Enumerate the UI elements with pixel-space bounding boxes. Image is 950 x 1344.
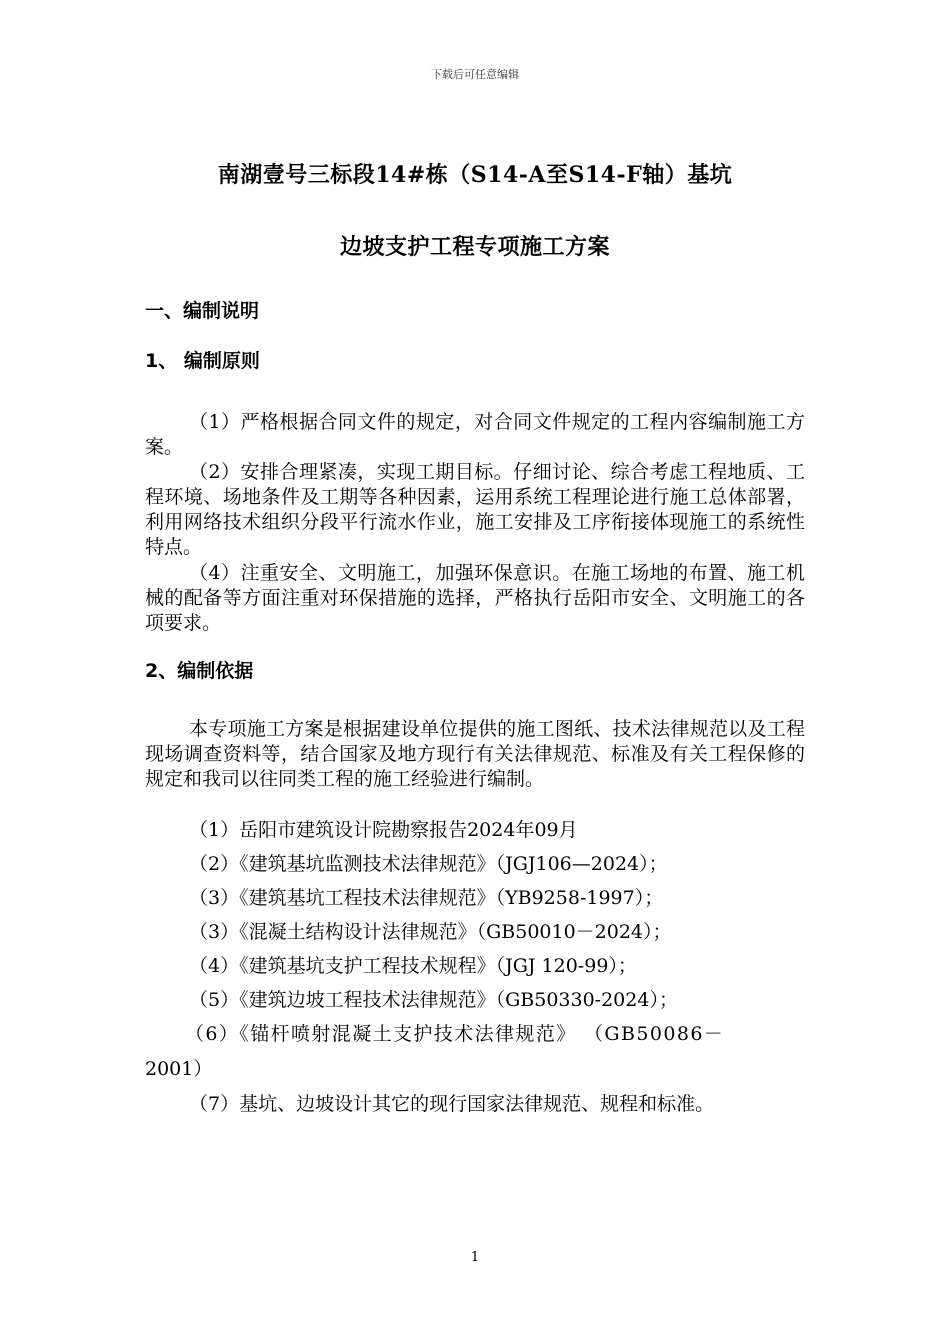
basis-item: （2）《建筑基坑监测技术法律规范》（JGJ106—2024）； bbox=[189, 853, 668, 875]
basis-item: （3）《混凝土结构设计法律规范》（GB50010－2024）； bbox=[189, 921, 672, 943]
subsection-heading-principles: 1、 编制原则 bbox=[145, 350, 260, 372]
principle-paragraph: （4）注重安全、文明施工，加强环保意识。在施工场地的布置、施工机械的配备等方面注重对环保措施的选择，严格执行岳阳市安全、文明施工的各项要求。 bbox=[145, 562, 805, 634]
basis-item: （6）《锚杆喷射混凝土支护技术法律规范》 （GB50086－ bbox=[185, 1023, 725, 1045]
basis-item: （7）基坑、边坡设计其它的现行国家法律规范、规程和标准。 bbox=[189, 1093, 715, 1115]
basis-item: （4）《建筑基坑支护工程技术规程》（JGJ 120-99）； bbox=[189, 955, 637, 977]
basis-item: （3）《建筑基坑工程技术法律规范》（YB9258-1997）； bbox=[189, 887, 664, 909]
header-note: 下载后可任意编辑 bbox=[431, 68, 519, 81]
subsection-heading-basis: 2、编制依据 bbox=[145, 660, 254, 682]
basis-item-continuation: 2001） bbox=[145, 1058, 213, 1080]
document-title-line2: 边坡支护工程专项施工方案 bbox=[339, 234, 610, 260]
document-title-line1: 南湖壹号三标段14#栋（S14-A至S14-F轴）基坑 bbox=[217, 162, 733, 188]
basis-item: （1）岳阳市建筑设计院勘察报告2024年09月 bbox=[189, 819, 578, 841]
principle-paragraph: （2）安排合理紧凑，实现工期目标。仔细讨论、综合考虑工程地质、工程环境、场地条件及工期等各种因素，运用系统工程理论进行施工总体部署，利用网络技术组织分段平行流水作业，施工安排及工序衔接体现施工的系统性特点。 bbox=[145, 461, 805, 558]
page-number: 1 bbox=[470, 1250, 480, 1265]
basis-intro-paragraph: 本专项施工方案是根据建设单位提供的施工图纸、技术法律规范以及工程现场调查资料等，结合国家及地方现行有关法律规范、标准及有关工程保修的规定和我司以往同类工程的施工经验进行编制。 bbox=[145, 718, 805, 790]
section-heading: 一、编制说明 bbox=[145, 300, 260, 322]
principle-paragraph: （1）严格根据合同文件的规定，对合同文件规定的工程内容编制施工方案。 bbox=[145, 411, 805, 458]
basis-item: （5）《建筑边坡工程技术法律规范》（GB50330-2024）； bbox=[189, 989, 678, 1011]
